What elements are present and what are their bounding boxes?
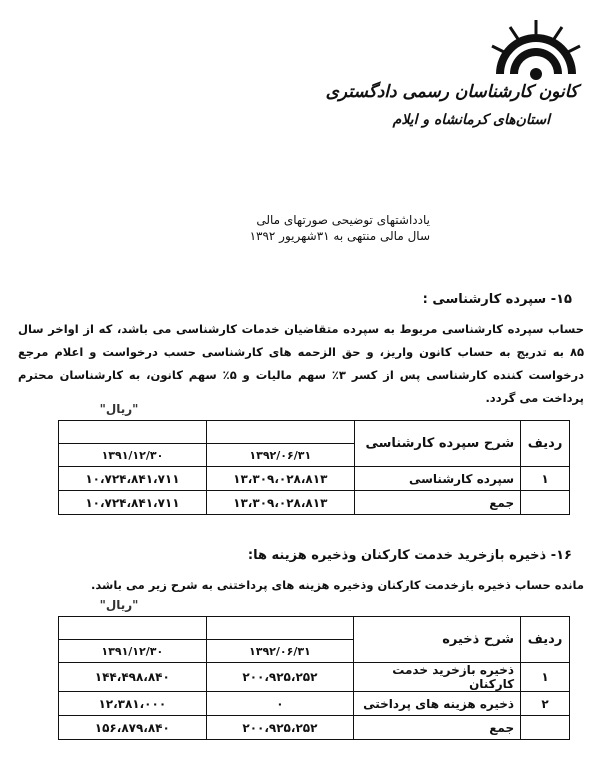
- column-header-blank: [206, 617, 354, 640]
- total-value-1391: ۱۰،۷۲۴،۸۴۱،۷۱۱: [59, 491, 207, 515]
- total-label: جمع: [354, 716, 521, 740]
- row-number-empty: [521, 491, 570, 515]
- column-header-blank: [59, 421, 207, 444]
- row-value-1391: ۱۲،۳۸۱،۰۰۰: [59, 692, 207, 716]
- date-header-1392: ۱۳۹۲/۰۶/۳۱: [206, 444, 354, 467]
- table-header-row: [59, 617, 570, 640]
- row-value-1392: ۰: [206, 692, 354, 716]
- description-header: شرح سپرده کارشناسی: [354, 421, 520, 467]
- table-row: [59, 467, 570, 491]
- row-number: ۱: [521, 663, 570, 692]
- organization-branch: استان‌های کرمانشاه و ایلام: [392, 112, 550, 128]
- sun-emblem-logo-icon: [488, 16, 584, 82]
- section-15-heading: ۱۵- سپرده کارشناسی :: [422, 292, 572, 307]
- total-value-1392: ۲۰۰،۹۲۵،۲۵۲: [206, 716, 354, 740]
- section-15-paragraph: حساب سپرده کارشناسی مربوط به سپرده متقاضیان خدمات کارشناسی می باشد، که از اواخر سال ۸۵ به تدریج به حساب کانون واریز، و حق الزحمه های کارشناسی حسب درخواست و اعلام مرجع درخواست کننده کارشناسی پس از کسر ۳٪ سهم مالیات و ۵٪ سهم کانون، به کارشناسان محترم پرداخت می گردد.: [18, 322, 584, 405]
- row-number-empty: [521, 716, 570, 740]
- reserves-table: [58, 616, 570, 740]
- row-number: ۱: [521, 467, 570, 491]
- description-header: شرح ذخیره: [354, 617, 521, 663]
- table-total-row: [59, 716, 570, 740]
- section-16-paragraph: مانده حساب ذخیره بازخدمت کارکنان وذخیره هزینه های پرداختنی به شرح زیر می باشد.: [91, 578, 584, 592]
- row-description: سپرده کارشناسی: [354, 467, 520, 491]
- row-number: ۲: [521, 692, 570, 716]
- currency-unit-label: "ریال": [99, 402, 139, 416]
- table-row: [59, 663, 570, 692]
- row-value-1392: ۱۳،۳۰۹،۰۲۸،۸۱۳: [206, 467, 354, 491]
- section-16-heading: ۱۶- ذخیره بازخرید خدمت کارکنان وذخیره هزینه ها:: [247, 548, 572, 563]
- date-header-1392: ۱۳۹۲/۰۶/۳۱: [206, 640, 354, 663]
- row-description: ذخیره هزینه های پرداختی: [354, 692, 521, 716]
- organization-name: کانون کارشناسان رسمی دادگستری: [325, 82, 578, 102]
- document-title: یادداشتهای توضیحی صورتهای مالی: [256, 213, 430, 227]
- total-label: جمع: [354, 491, 520, 515]
- date-header-1391: ۱۳۹۱/۱۲/۳۰: [59, 640, 207, 663]
- table-row: [59, 692, 570, 716]
- row-number-header: ردیف: [521, 421, 570, 467]
- row-value-1391: ۱۴۴،۴۹۸،۸۴۰: [59, 663, 207, 692]
- table-total-row: [59, 491, 570, 515]
- row-value-1392: ۲۰۰،۹۲۵،۲۵۲: [206, 663, 354, 692]
- total-value-1392: ۱۳،۳۰۹،۰۲۸،۸۱۳: [206, 491, 354, 515]
- date-header-1391: ۱۳۹۱/۱۲/۳۰: [59, 444, 207, 467]
- document-subtitle: سال مالی منتهی به ۳۱شهریور ۱۳۹۲: [249, 229, 430, 243]
- row-value-1391: ۱۰،۷۲۴،۸۴۱،۷۱۱: [59, 467, 207, 491]
- table-header-row: [59, 421, 570, 444]
- column-header-blank: [59, 617, 207, 640]
- total-value-1391: ۱۵۶،۸۷۹،۸۴۰: [59, 716, 207, 740]
- row-description: ذخیره بازخرید خدمت کارکنان: [354, 663, 521, 692]
- deposit-table: [58, 420, 570, 515]
- column-header-blank: [206, 421, 354, 444]
- currency-unit-label: "ریال": [99, 598, 139, 612]
- row-number-header: ردیف: [521, 617, 570, 663]
